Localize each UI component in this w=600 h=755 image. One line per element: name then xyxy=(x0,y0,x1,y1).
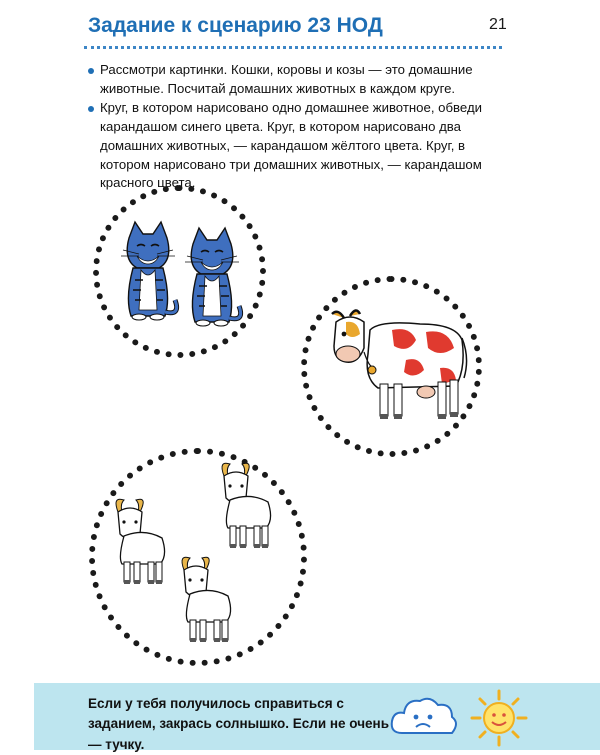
sun-icon[interactable] xyxy=(464,689,534,747)
goats-illustration xyxy=(108,456,284,650)
instruction-item: Рассмотри картинки. Кошки, коровы и козы — это домашние животные. Посчитай домашних животных в каждом круге. xyxy=(88,61,508,98)
self-assessment-footer xyxy=(34,683,600,750)
instruction-item: Круг, в котором нарисовано одно домашнее животное, обведи карандашом синего цвета. Круг, в котором нарисовано два домашних животных, — карандашом жёлтого цвета. Круг, в котором нарисовано три домашних животных, — карандашом красного цвета. xyxy=(88,99,508,193)
cats-illustration xyxy=(115,220,245,330)
goat-figure xyxy=(116,499,165,584)
cow-figure xyxy=(332,310,467,419)
cat-figure xyxy=(185,228,241,326)
header-divider xyxy=(84,46,502,49)
cow-illustration xyxy=(330,308,470,428)
instruction-list xyxy=(88,61,508,194)
cat-figure xyxy=(121,222,177,320)
goat-figure xyxy=(222,463,271,548)
page-title: Задание к сценарию 23 НОД xyxy=(88,14,383,37)
cloud-icon[interactable] xyxy=(388,693,460,741)
footer-text: Если у тебя получилось справиться с заданием, закрась солнышко. Если не очень — тучку. xyxy=(88,696,390,752)
page-number: 21 xyxy=(489,16,507,33)
goat-figure xyxy=(182,557,231,642)
